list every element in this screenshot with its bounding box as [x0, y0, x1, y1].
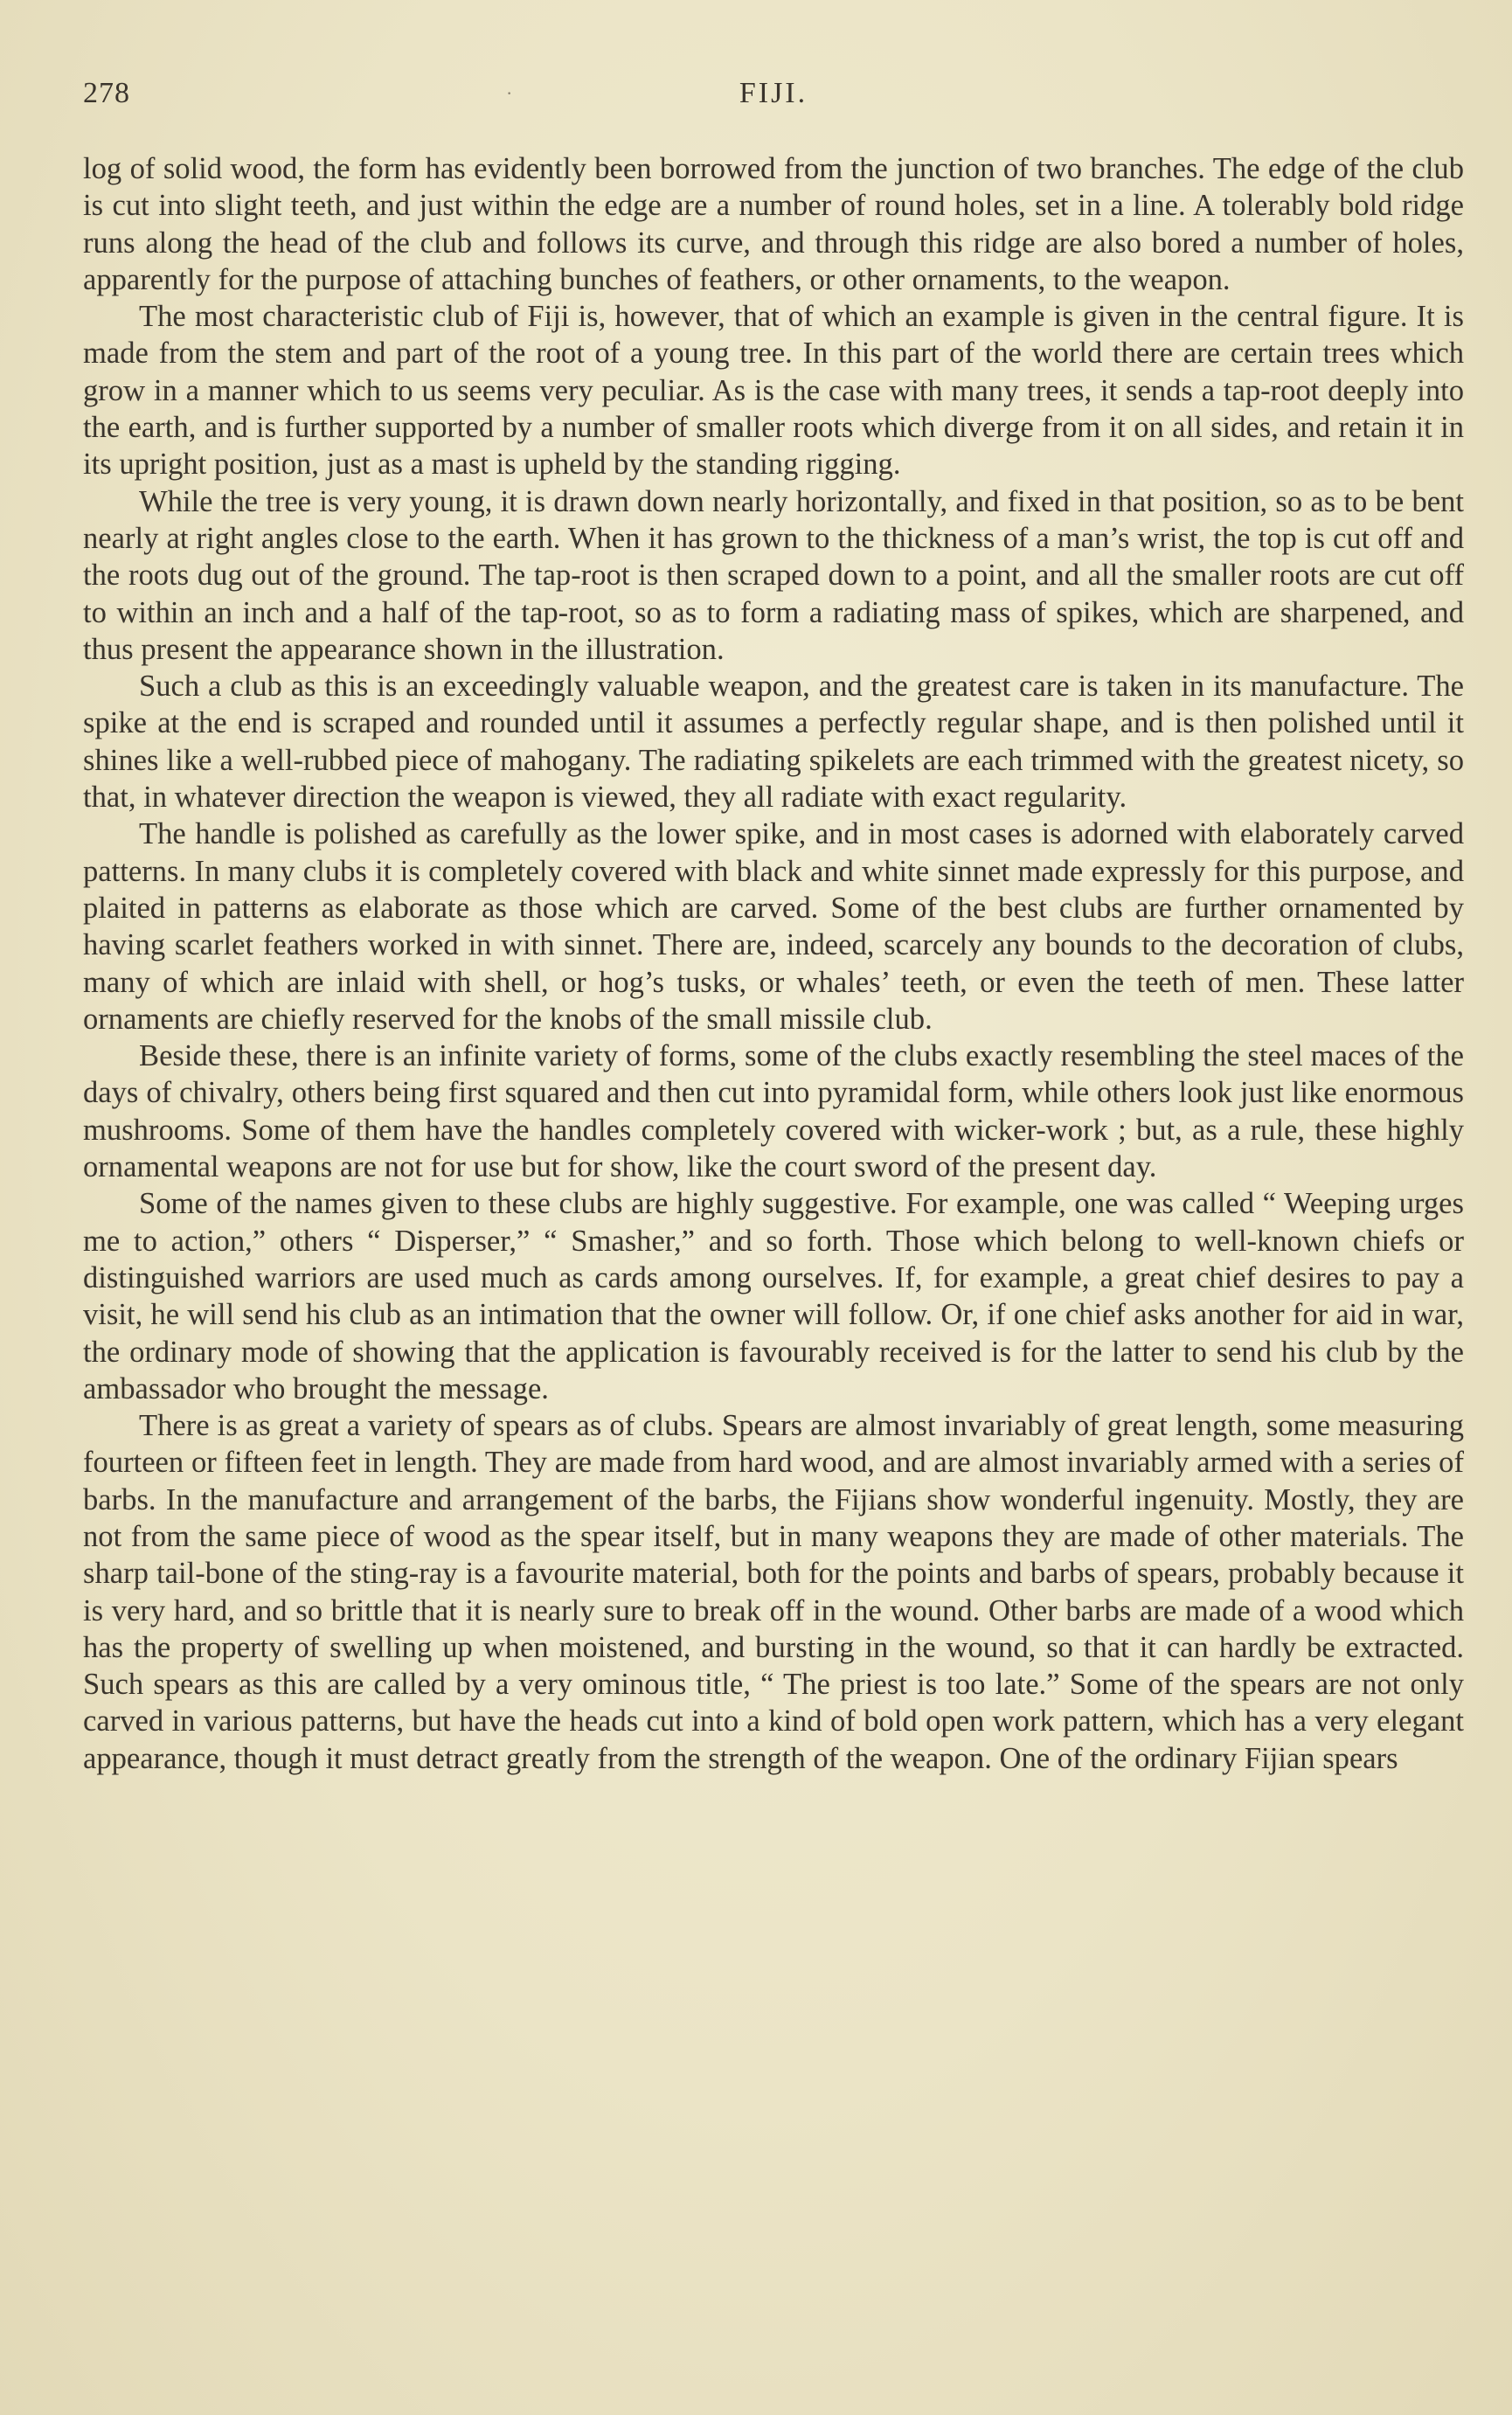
page-header	[83, 77, 1464, 122]
paragraph-8: There is as great a variety of spears as of clubs. Spears are almost invariably of great length, some measuring fourteen or fifteen feet in length. They are made from hard wood, and are almost invariably armed with a series of barbs. In the manufacture and arrangement of the barbs, the Fijians show wonderful ingenuity. Mostly, they are not from the same piece of wood as the spear itself, but in many weapons they are made of other materials. The sharp tail-bone of the sting-ray is a favourite material, both for the points and barbs of spears, probably because it is very hard, and so brittle that it is nearly sure to break off in the wound. Other barbs are made of a wood which has the property of swelling up when moistened, and bursting in the wound, so that it can hardly be extracted. Such spears as this are called by a very ominous title, “ The priest is too late.” Some of the spears are not only carved in various patterns, but have the heads cut into a kind of bold open work pattern, which has a very elegant appearance, though it must detract greatly from the strength of the weapon. One of the ordinary Fijian spears	[83, 1409, 1464, 1775]
page-number: 278	[83, 77, 130, 109]
paragraph-6: Beside these, there is an infinite variety of forms, some of the clubs exactly resembling the steel maces of the days of chivalry, others being first squared and then cut into pyramidal form, while others look just like enormous mushrooms. Some of them have the handles completely covered with wicker-work ; but, as a rule, these highly ornamental weapons are not for use but for show, like the court sword of the present day.	[83, 1039, 1464, 1184]
paragraph-7: Some of the names given to these clubs are highly suggestive. For example, one was called “ Weeping urges me to action,” others “ Disperser,” “ Smasher,” and so forth. Those which belong to well-known chiefs or distinguished warriors are used much as cards among ourselves. If, for example, a great chief desires to pay a visit, he will send his club as an intimation that the owner will follow. Or, if one chief asks another for aid in war, the ordinary mode of showing that the application is favourably received is for the latter to send his club by the ambassador who brought the message.	[83, 1187, 1464, 1405]
page-body	[83, 150, 1464, 1777]
paragraph-1: log of solid wood, the form has evidently been borrowed from the junction of two branches. The edge of the club is cut into slight teeth, and just within the edge are a number of round holes, set in a line. A tolerably bold ridge runs along the head of the club and follows its curve, and through this ridge are also bored a number of holes, apparently for the purpose of attaching bunches of feathers, or other ornaments, to the weapon.	[83, 152, 1464, 296]
paragraph-5: The handle is polished as carefully as the lower spike, and in most cases is adorned with elaborately carved patterns. In many clubs it is completely covered with black and white sinnet made expressly for this purpose, and plaited in patterns as elaborate as those which are carved. Some of the best clubs are further ornamented by having scarlet feathers worked in with sinnet. There are, indeed, scarcely any bounds to the decoration of clubs, many of which are inlaid with shell, or hog’s tusks, or whales’ teeth, or even the teeth of men. These latter ornaments are chiefly reserved for the knobs of the small missile club.	[83, 817, 1464, 1036]
header-dot: ·	[506, 82, 514, 104]
running-head: FIJI.	[739, 77, 808, 109]
paragraph-4: Such a club as this is an exceedingly valuable weapon, and the greatest care is taken in its manufacture. The spike at the end is scraped and rounded until it assumes a perfectly regular shape, and is then polished until it shines like a well-rubbed piece of mahogany. The radiating spikelets are each trimmed with the greatest nicety, so that, in whatever direction the weapon is viewed, they all radiate with exact regularity.	[83, 670, 1464, 815]
paragraph-2: The most characteristic club of Fiji is, however, that of which an example is given in the central figure. It is made from the stem and part of the root of a young tree. In this part of the world there are certain trees which grow in a manner which to us seems very peculiar. As is the case with many trees, it sends a tap-root deeply into the earth, and is further supported by a number of smaller roots which diverge from it on all sides, and retain it in its upright position, just as a mast is upheld by the standing rigging.	[83, 300, 1464, 482]
paragraph-3: While the tree is very young, it is drawn down nearly horizontally, and fixed in that position, so as to be bent nearly at right angles close to the earth. When it has grown to the thickness of a man’s wrist, the top is cut off and the roots dug out of the ground. The tap-root is then scraped down to a point, and all the smaller roots are cut off to within an inch and a half of the tap-root, so as to form a radiating mass of spikes, which are sharpened, and thus present the appearance shown in the illustration.	[83, 484, 1464, 666]
